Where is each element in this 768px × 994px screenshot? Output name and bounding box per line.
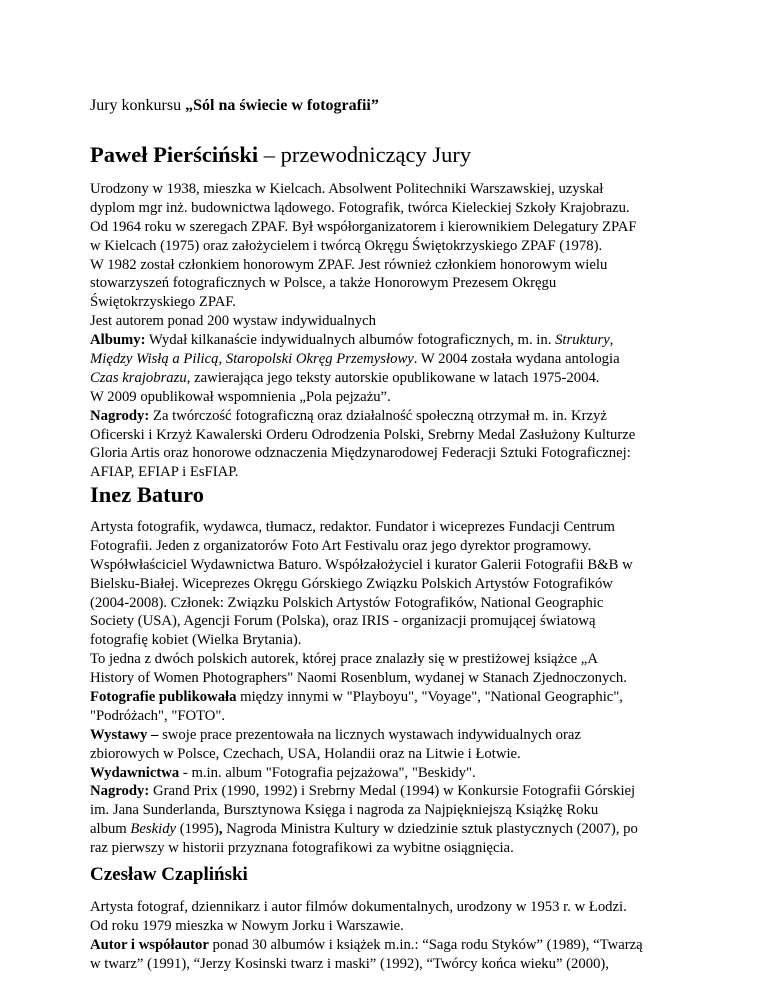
bio-line: [90, 518, 760, 537]
bio-text: Gloria Artis oraz honorowe odznaczenia Międzynarodowej Federacji Sztuki Fotograficznej:: [90, 445, 631, 462]
bio-line: [90, 594, 760, 613]
bio-text: "Podróżach", "FOTO".: [90, 707, 226, 724]
bio-line: [90, 556, 760, 575]
bio-text: Za twórczość fotograficzną oraz działalność społeczną otrzymał m. in. Krzyż: [149, 407, 607, 424]
bio-text: . W 2004 została wydana antologia: [413, 351, 620, 368]
bio-line: [90, 218, 760, 237]
bio-text: Bielsku-Białej. Wiceprezes Okręgu Górskiego Związku Polskich Artystów Fotografików: [90, 575, 613, 592]
bio-text: dyplom mgr inż. budownictwa lądowego. Fotografik, twórca Kieleckiej Szkoły Krajobrazu.: [90, 199, 630, 216]
bio-text: W 1982 został członkiem honorowym ZPAF. Jest również członkiem honorowym wielu: [90, 256, 608, 273]
bio-text: Urodzony w 1938, mieszka w Kielcach. Absolwent Politechniki Warszawskiej, uzyskał: [90, 181, 604, 197]
bio-text: , zawierająca jego teksty autorskie opublikowane w latach 1975-2004.: [186, 369, 600, 386]
bio-label: Fotografie publikowała: [90, 689, 237, 706]
bio-text: Society (USA), Agencji Forum (Polska), oraz IRIS - organizacji promującej światową: [90, 613, 596, 630]
bio-text: Oficerski i Krzyż Kawalerski Orderu Odrodzenia Polski, Srebrny Medal Zasłużony Kulturze: [90, 426, 636, 443]
juror-heading: [90, 864, 248, 886]
bio-label: Wydawnictwa: [90, 764, 180, 781]
bio-line: [90, 537, 760, 556]
bio-title: Staropolski Okręg Przemysłowy: [225, 351, 414, 368]
bio-text: Współwłaściciel Wydawnictwa Baturo. Współzałożyciel i kurator Galerii Fotografii B&B w: [90, 556, 633, 573]
bio-text: (1995): [176, 821, 219, 838]
bio-text: swoje prace prezentowała na licznych wystawach indywidualnych oraz: [158, 726, 581, 743]
juror-name: Inez Baturo: [90, 482, 204, 507]
bio-text: raz pierwszy w historii przyznana fotografikowi za wybitne osiągnięcia.: [90, 840, 514, 857]
bio-text: zbiorowych w Polsce, Czechach, USA, Holandii oraz na Litwie i Łotwie.: [90, 745, 521, 762]
juror-heading: [90, 482, 204, 508]
bio-line: [90, 388, 760, 407]
bio-label: Albumy:: [90, 332, 146, 349]
bio-line: [90, 331, 760, 350]
document-title-prefix: Jury konkursu: [90, 97, 186, 114]
bio-line: [90, 407, 760, 426]
bio-line: [90, 631, 760, 650]
bio-text: - m.in. album "Fotografia pejzażowa", "Beskidy".: [179, 764, 476, 781]
bio-line: [90, 801, 760, 820]
bio-title: Beskidy: [130, 821, 177, 838]
bio-line: [90, 688, 760, 707]
bio-text: ,: [218, 351, 226, 368]
bio-line: [90, 463, 760, 482]
bio-line: [90, 764, 760, 783]
bio-text: Artysta fotografik, wydawca, tłumacz, redaktor. Fundator i wiceprezes Fundacji Centrum: [90, 519, 615, 535]
bio-line: [90, 917, 760, 936]
bio-text: AFIAP, EFIAP i EsFIAP.: [90, 464, 239, 481]
bio-line: [90, 180, 760, 199]
bio-text: Nagroda Ministra Kultury w dziedzinie sztuk plastycznych (2007), po: [222, 821, 638, 838]
bio-text: History of Women Photographers" Naomi Rosenblum, wydanej w Stanach Zjednoczonych.: [90, 670, 627, 687]
bio-text: w Kielcach (1975) oraz założycielem i twórcą Okręgu Świętokrzyskiego ZPAF (1978).: [90, 237, 603, 254]
juror-name: Czesław Czapliński: [90, 864, 248, 885]
bio-text: ponad 30 albumów i książek m.in.: “Saga rodu Styków” (1989), “Twarzą: [208, 936, 643, 953]
juror-bio: [90, 180, 760, 482]
bio-line: [90, 820, 760, 839]
bio-line: [90, 898, 760, 917]
bio-line: [90, 312, 760, 331]
bio-line: [90, 575, 760, 594]
bio-title: Między Wisłą a Pilicą: [90, 351, 219, 368]
bio-text: w twarz” (1991), “Jerzy Kosinski twarz i maski” (1992), “Twórcy końca wieku” (2000),: [90, 955, 609, 972]
bio-line: [90, 293, 760, 312]
bio-text: fotografię kobiet (Wielka Brytania).: [90, 632, 302, 649]
document-title: [90, 97, 379, 115]
bio-line: [90, 426, 760, 445]
bio-text: Artysta fotograf, dziennikarz i autor filmów dokumentalnych, urodzony w 1953 r. w Łodzi.: [90, 899, 627, 915]
bio-line: [90, 256, 760, 275]
bio-text: Świętokrzyskiego ZPAF.: [90, 294, 236, 311]
bio-line: [90, 350, 760, 369]
bio-line: [90, 237, 760, 256]
bio-line: [90, 444, 760, 463]
bio-text: Od roku 1979 mieszka w Nowym Jorku i Warszawie.: [90, 917, 404, 934]
bio-label: ,: [218, 821, 223, 838]
bio-text: album: [90, 821, 131, 838]
bio-text: To jedna z dwóch polskich autorek, której prace znalazły się w prestiżowej książce „A: [90, 651, 598, 668]
juror-name: Paweł Pierściński: [90, 142, 259, 167]
bio-text: Grand Prix (1990, 1992) i Srebrny Medal (1994) w Konkursie Fotografii Górskiej: [149, 783, 636, 800]
bio-text: im. Jana Sunderlanda, Bursztynowa Księga i nagroda za Najpiękniejszą Książkę Roku: [90, 802, 599, 819]
bio-title: Czas krajobrazu: [90, 369, 187, 386]
bio-text: stowarzyszeń fotograficznych w Polsce, a także Honorowym Prezesem Okręgu: [90, 275, 557, 292]
bio-line: [90, 726, 760, 745]
bio-line: [90, 612, 760, 631]
bio-text: między innymi w "Playboyu", "Voyage", "National Geographic",: [236, 689, 623, 706]
bio-line: [90, 707, 760, 726]
juror-role: – przewodniczący Jury: [258, 142, 472, 167]
bio-text: Od 1964 roku w szeregach ZPAF. Był współorganizatorem i kierownikiem Delegatury ZPAF: [90, 218, 637, 235]
bio-line: [90, 839, 760, 858]
bio-line: [90, 955, 760, 974]
bio-label: Autor i współautor: [90, 936, 209, 953]
document-title-contest-name: „Sól na świecie w fotografii”: [185, 97, 379, 114]
bio-line: [90, 782, 760, 801]
bio-line: [90, 369, 760, 388]
bio-line: [90, 274, 760, 293]
bio-label: Wystawy –: [90, 726, 159, 743]
juror-bio: [90, 898, 760, 974]
bio-line: [90, 936, 760, 955]
bio-line: [90, 745, 760, 764]
bio-text: Fotografii. Jeden z organizatorów Foto Art Festivalu oraz jego dyrektor programowy.: [90, 537, 592, 554]
bio-text: Wydał kilkanaście indywidualnych albumów fotograficznych, m. in.: [145, 332, 556, 349]
bio-text: ,: [609, 332, 614, 349]
bio-label: Nagrody:: [90, 783, 150, 800]
bio-line: [90, 199, 760, 218]
bio-text: (2004-2008). Członek: Związku Polskich Artystów Fotografików, National Geographic: [90, 594, 604, 611]
bio-text: W 2009 opublikował wspomnienia „Pola pejzażu”.: [90, 388, 391, 405]
bio-title: Struktury: [555, 332, 610, 349]
bio-text: Jest autorem ponad 200 wystaw indywidualnych: [90, 313, 376, 330]
bio-line: [90, 669, 760, 688]
juror-bio: [90, 518, 760, 858]
juror-heading-chair: [90, 142, 471, 168]
bio-label: Nagrody:: [90, 407, 150, 424]
bio-line: [90, 650, 760, 669]
